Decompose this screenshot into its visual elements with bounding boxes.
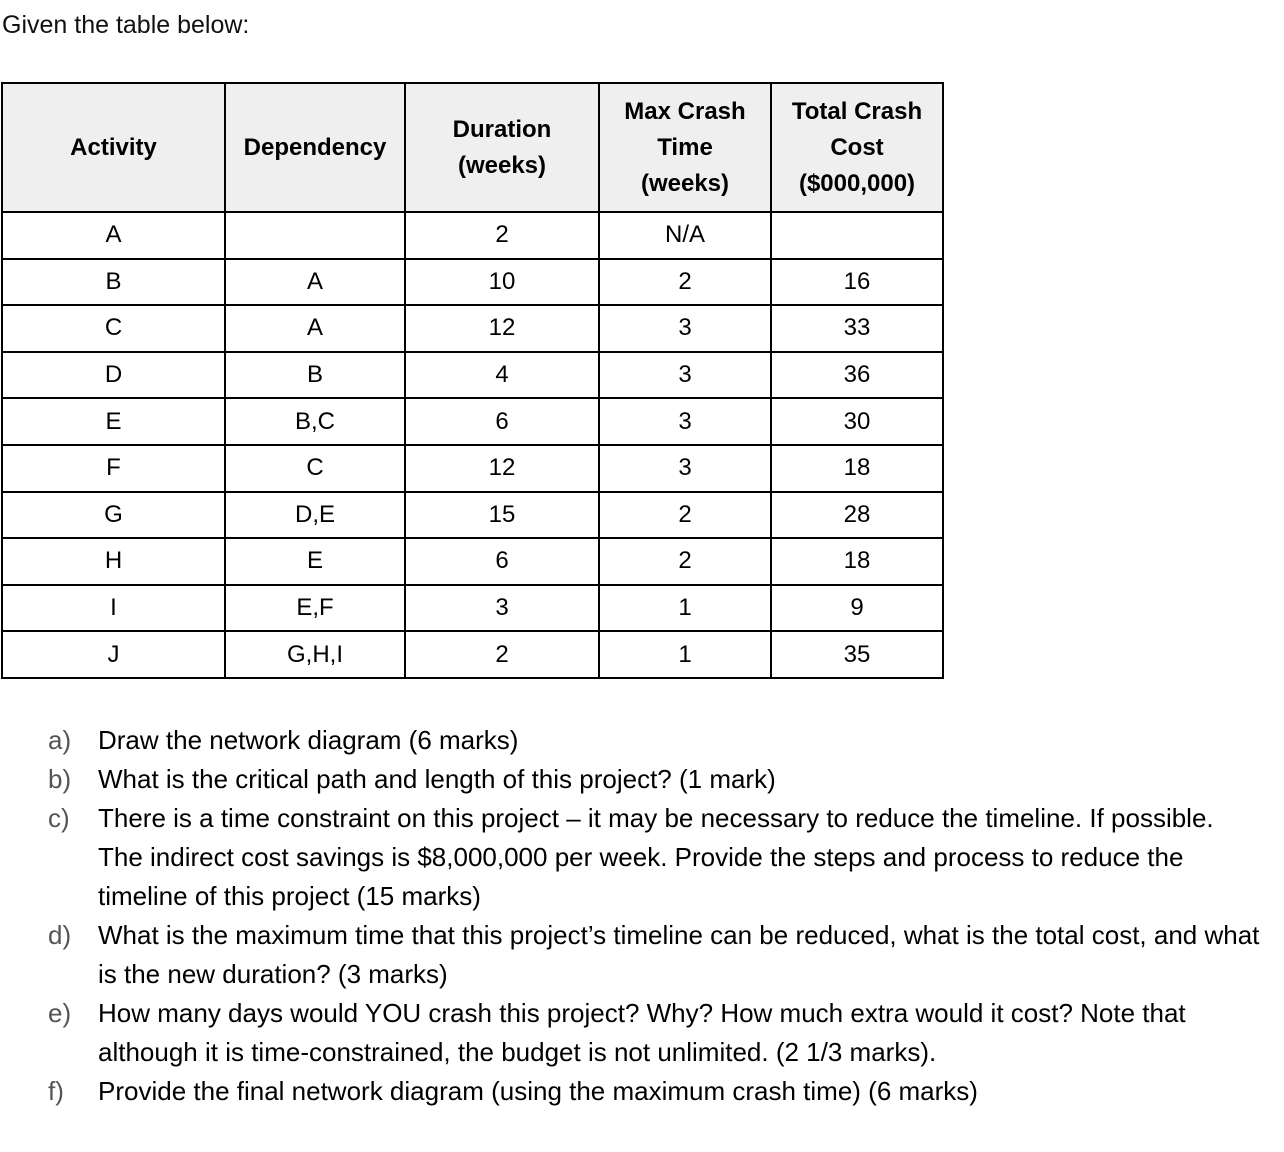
crash-table bbox=[1, 82, 944, 679]
cell-max-crash: 3 bbox=[599, 352, 771, 399]
header-cost-line2: Cost bbox=[830, 133, 884, 161]
question-item bbox=[48, 916, 1262, 994]
cell-max-crash: 3 bbox=[599, 305, 771, 352]
table-row bbox=[2, 212, 943, 259]
cell-duration: 12 bbox=[405, 305, 599, 352]
cell-activity: H bbox=[2, 538, 225, 585]
cell-dependency: C bbox=[225, 445, 405, 492]
cell-cost: 33 bbox=[771, 305, 943, 352]
header-max-crash-line2: Time bbox=[657, 133, 713, 161]
header-dependency-label: Dependency bbox=[243, 133, 387, 161]
cell-cost: 30 bbox=[771, 398, 943, 445]
header-crash-cost bbox=[771, 83, 943, 212]
cell-dependency bbox=[225, 212, 405, 259]
question-item bbox=[48, 799, 1262, 916]
cell-max-crash: N/A bbox=[599, 212, 771, 259]
header-dependency bbox=[225, 83, 405, 212]
header-activity bbox=[2, 83, 225, 212]
question-item bbox=[48, 760, 1262, 799]
table-row bbox=[2, 352, 943, 399]
questions-list bbox=[48, 721, 1262, 1111]
intro-text: Given the table below: bbox=[2, 11, 250, 39]
question-text: There is a time constraint on this project – it may be necessary to reduce the timeline. If possible. The indirect cost savings is $8,000,000 per week. Provide the steps and process to reduce the timeline of this project (15 marks) bbox=[98, 803, 1214, 911]
table-row bbox=[2, 538, 943, 585]
table-row bbox=[2, 492, 943, 539]
cell-duration: 2 bbox=[405, 631, 599, 678]
cell-duration: 2 bbox=[405, 212, 599, 259]
cell-activity: C bbox=[2, 305, 225, 352]
table-row bbox=[2, 398, 943, 445]
cell-duration: 15 bbox=[405, 492, 599, 539]
cell-activity: D bbox=[2, 352, 225, 399]
cell-cost: 16 bbox=[771, 259, 943, 306]
cell-dependency: D,E bbox=[225, 492, 405, 539]
question-letter: b) bbox=[48, 764, 72, 794]
question-letter: e) bbox=[48, 998, 72, 1028]
cell-activity: A bbox=[2, 212, 225, 259]
cell-activity: E bbox=[2, 398, 225, 445]
cell-duration: 10 bbox=[405, 259, 599, 306]
cell-max-crash: 3 bbox=[599, 445, 771, 492]
cell-dependency: B,C bbox=[225, 398, 405, 445]
cell-duration: 6 bbox=[405, 398, 599, 445]
cell-cost: 28 bbox=[771, 492, 943, 539]
cell-duration: 12 bbox=[405, 445, 599, 492]
cell-cost: 9 bbox=[771, 585, 943, 632]
cell-activity: F bbox=[2, 445, 225, 492]
header-cost-line3: ($000,000) bbox=[798, 169, 916, 197]
table-header-row bbox=[2, 83, 943, 212]
cell-dependency: E bbox=[225, 538, 405, 585]
cell-max-crash: 2 bbox=[599, 492, 771, 539]
cell-duration: 3 bbox=[405, 585, 599, 632]
table-row bbox=[2, 585, 943, 632]
cell-activity: I bbox=[2, 585, 225, 632]
question-text: How many days would YOU crash this project? Why? How much extra would it cost? Note that although it is time-constrained, the budget is not unlimited. (2 1/3 marks). bbox=[98, 998, 1186, 1067]
table-row bbox=[2, 631, 943, 678]
header-duration-line2: (weeks) bbox=[457, 151, 547, 179]
cell-max-crash: 2 bbox=[599, 259, 771, 306]
question-item bbox=[48, 721, 1262, 760]
header-max-crash-line1: Max Crash bbox=[624, 97, 746, 125]
cell-cost bbox=[771, 212, 943, 259]
question-letter: a) bbox=[48, 725, 72, 755]
question-letter: c) bbox=[48, 803, 70, 833]
question-text: What is the critical path and length of this project? (1 mark) bbox=[98, 764, 776, 794]
question-text: Draw the network diagram (6 marks) bbox=[98, 725, 519, 755]
cell-max-crash: 3 bbox=[599, 398, 771, 445]
cell-cost: 18 bbox=[771, 538, 943, 585]
cell-activity: J bbox=[2, 631, 225, 678]
cell-activity: B bbox=[2, 259, 225, 306]
cell-cost: 36 bbox=[771, 352, 943, 399]
table-row bbox=[2, 259, 943, 306]
question-letter: d) bbox=[48, 920, 72, 950]
cell-duration: 6 bbox=[405, 538, 599, 585]
header-duration bbox=[405, 83, 599, 212]
table-row bbox=[2, 445, 943, 492]
cell-dependency: G,H,I bbox=[225, 631, 405, 678]
header-duration-line1: Duration bbox=[452, 115, 552, 143]
cell-max-crash: 2 bbox=[599, 538, 771, 585]
question-text: What is the maximum time that this project’s timeline can be reduced, what is the total cost, and what is the new duration? (3 marks) bbox=[98, 920, 1260, 989]
question-letter: f) bbox=[48, 1076, 64, 1106]
cell-cost: 35 bbox=[771, 631, 943, 678]
cell-max-crash: 1 bbox=[599, 631, 771, 678]
cell-duration: 4 bbox=[405, 352, 599, 399]
header-activity-label: Activity bbox=[70, 133, 157, 161]
question-text: Provide the final network diagram (using the maximum crash time) (6 marks) bbox=[98, 1076, 978, 1106]
cell-activity: G bbox=[2, 492, 225, 539]
cell-dependency: A bbox=[225, 259, 405, 306]
cell-dependency: E,F bbox=[225, 585, 405, 632]
cell-cost: 18 bbox=[771, 445, 943, 492]
header-max-crash bbox=[599, 83, 771, 212]
question-item bbox=[48, 1072, 1262, 1111]
cell-dependency: A bbox=[225, 305, 405, 352]
table-row bbox=[2, 305, 943, 352]
cell-dependency: B bbox=[225, 352, 405, 399]
question-item bbox=[48, 994, 1262, 1072]
cell-max-crash: 1 bbox=[599, 585, 771, 632]
header-max-crash-line3: (weeks) bbox=[640, 169, 730, 197]
header-cost-line1: Total Crash bbox=[791, 97, 923, 125]
